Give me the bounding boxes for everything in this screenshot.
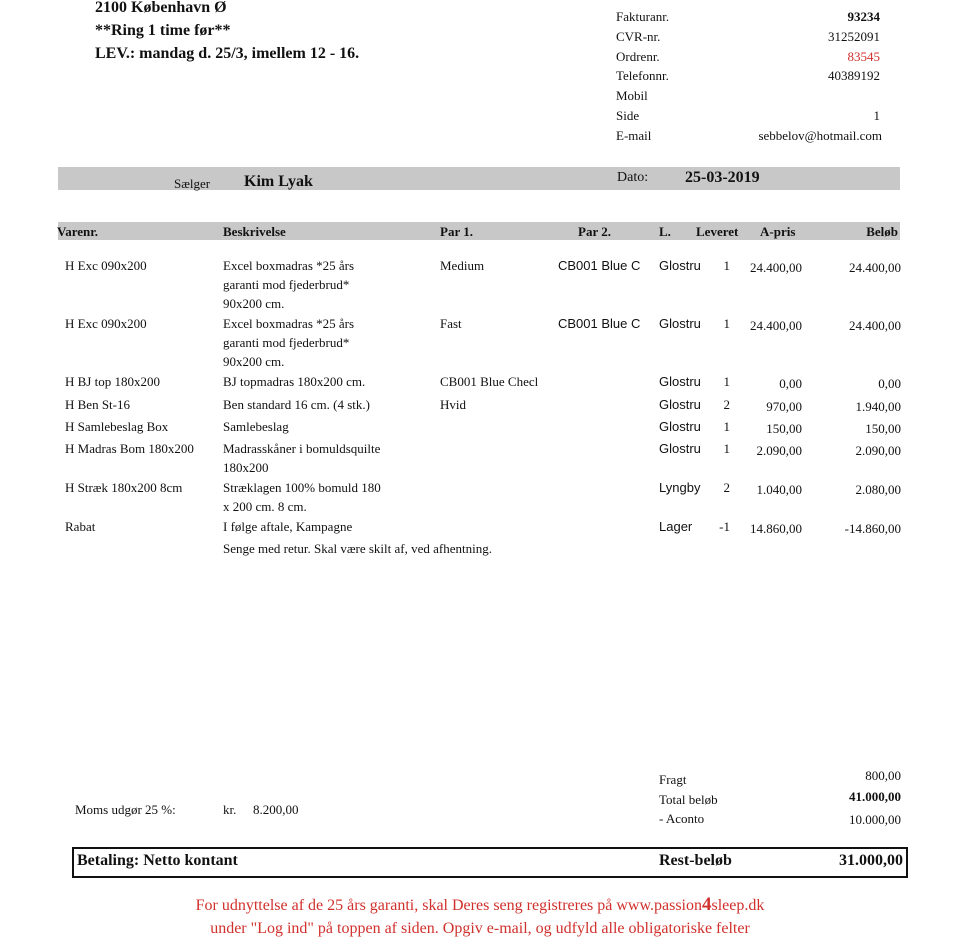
cell-lager: Lyngby [659,480,701,495]
col-header-par2: Par 2. [578,224,611,239]
table-row [0,395,960,417]
email-label: E-mail [616,128,652,143]
cell-varenr: Rabat [65,519,96,534]
cell-description: Excel boxmadras *25 års [223,316,355,331]
col-header-varenr: Varenr. [57,224,99,239]
cell-belob: 0,00 [878,376,901,391]
page-label: Side [616,108,640,123]
cvr-label: CVR-nr. [616,29,661,44]
cell-belob: 150,00 [865,421,901,436]
cell-description: I følge aftale, Kampagne [223,519,353,534]
warranty-notice-line1 [0,893,960,917]
cell-description: Ben standard 16 cm. (4 stk.) [223,397,370,412]
vat-label: Moms udgør 25 %: [75,802,176,817]
cell-qty: 1 [723,258,730,273]
cvr-value: 31252091 [828,29,880,44]
cell-qty: 1 [723,374,730,389]
cell-varenr: H BJ top 180x200 [65,374,160,389]
cell-apris: 2.090,00 [756,443,802,458]
freight-value: 800,00 [865,768,901,783]
cell-belob: -14.860,00 [844,521,901,536]
col-header-lager: L. [659,224,671,239]
invoice-number-label: Fakturanr. [616,9,670,24]
cell-belob: 24.400,00 [849,260,901,275]
website-brand-digit: 4 [702,894,712,915]
vat-currency: kr. [223,802,237,817]
table-row [0,478,960,518]
total-value: 41.000,00 [849,789,901,804]
cell-description: Stræklagen 100% bomuld 180 [223,480,381,495]
cell-par1: Hvid [440,397,466,412]
cell-description-2: 180x200 [223,460,269,475]
cell-par1: Medium [440,258,485,273]
table-row [0,439,960,479]
cell-qty: 2 [723,397,730,412]
cell-lager: Glostru [659,441,701,456]
date-label: Dato: [617,170,649,185]
table-row [0,417,960,439]
cell-description-3: 90x200 cm. [223,354,285,369]
cell-varenr: H Exc 090x200 [65,316,147,331]
cell-apris: 14.860,00 [750,521,802,536]
cell-lager: Glostru [659,316,701,331]
col-header-beskrivelse: Beskrivelse [223,224,286,239]
order-number-label: Ordrenr. [616,49,660,64]
return-note: Senge med retur. Skal være skilt af, ved afhentning. [223,541,492,556]
page-value: 1 [873,108,880,123]
website-domain: sleep.dk [711,897,765,914]
cell-apris: 24.400,00 [750,260,802,275]
cell-apris: 970,00 [766,399,802,414]
cell-varenr: H Stræk 180x200 8cm [65,480,183,495]
order-number-value: 83545 [847,49,880,64]
cell-varenr: H Madras Bom 180x200 [65,441,194,456]
cell-par2: CB001 Blue C [558,316,641,331]
cell-qty: -1 [719,519,730,534]
cell-par1: CB001 Blue Checl [440,374,539,389]
cell-description-2: garanti mod fjederbrud* [223,335,350,350]
phone-label: Telefonnr. [616,68,669,83]
cell-varenr: H Exc 090x200 [65,258,147,273]
cell-description-2: garanti mod fjederbrud* [223,277,350,292]
cell-lager: Glostru [659,419,701,434]
cell-belob: 1.940,00 [855,399,901,414]
table-row [0,372,960,394]
cell-belob: 2.080,00 [855,482,901,497]
mobile-label: Mobil [616,88,648,103]
table-row [0,314,960,372]
col-header-apris: A-pris [760,224,796,239]
warranty-notice-line2: under "Log ind" på toppen af siden. Opgiv e-mail, og udfyld alle obligatoriske felter [210,920,750,937]
cell-lager: Lager [659,519,693,534]
warranty-text: For udnyttelse af de 25 års garanti, skal Deres seng registreres på www.passion [195,897,702,914]
cell-description-2: x 200 cm. 8 cm. [223,499,307,514]
rest-amount-value: 31.000,00 [839,852,903,869]
cell-apris: 1.040,00 [756,482,802,497]
address-delivery-time: LEV.: mandag d. 25/3, imellem 12 - 16. [95,45,360,62]
cell-description: Excel boxmadras *25 års [223,258,355,273]
table-row [0,517,960,539]
cell-description: BJ topmadras 180x200 cm. [223,374,366,389]
col-header-par1: Par 1. [440,224,473,239]
seller-label: Sælger [174,176,211,191]
date-value: 25-03-2019 [685,169,760,186]
cell-qty: 1 [723,419,730,434]
cell-apris: 150,00 [766,421,802,436]
cell-apris: 24.400,00 [750,318,802,333]
cell-par1: Fast [440,316,462,331]
cell-varenr: H Samlebeslag Box [65,419,169,434]
address-city: 2100 København Ø [95,0,227,16]
cell-belob: 2.090,00 [855,443,901,458]
cell-lager: Glostru [659,258,701,273]
invoice-number-value: 93234 [847,9,880,24]
cell-apris: 0,00 [779,376,802,391]
cell-description-3: 90x200 cm. [223,296,285,311]
payment-box [72,847,908,878]
cell-belob: 24.400,00 [849,318,901,333]
total-label: Total beløb [659,792,718,807]
cell-lager: Glostru [659,374,701,389]
vat-value: 8.200,00 [253,802,299,817]
cell-varenr: H Ben St-16 [65,397,130,412]
cell-qty: 1 [723,441,730,456]
email-value: sebbelov@hotmail.com [758,128,882,143]
seller-name: Kim Lyak [244,173,313,190]
payment-terms: Betaling: Netto kontant [77,852,238,869]
aconto-label: - Aconto [659,811,705,826]
freight-label: Fragt [659,772,687,787]
rest-amount-label: Rest-beløb [659,852,732,869]
phone-value: 40389192 [828,68,880,83]
cell-par2: CB001 Blue C [558,258,641,273]
cell-qty: 2 [723,480,730,495]
col-header-leveret: Leveret [696,224,739,239]
col-header-belob: Beløb [866,224,898,239]
warranty-notice [0,893,960,940]
cell-description: Samlebeslag [223,419,289,434]
aconto-value: 10.000,00 [849,812,901,827]
cell-lager: Glostru [659,397,701,412]
table-row [0,256,960,314]
cell-qty: 1 [723,316,730,331]
cell-description: Madrasskåner i bomuldsquilte [223,441,381,456]
address-call-note: **Ring 1 time før** [95,22,231,39]
